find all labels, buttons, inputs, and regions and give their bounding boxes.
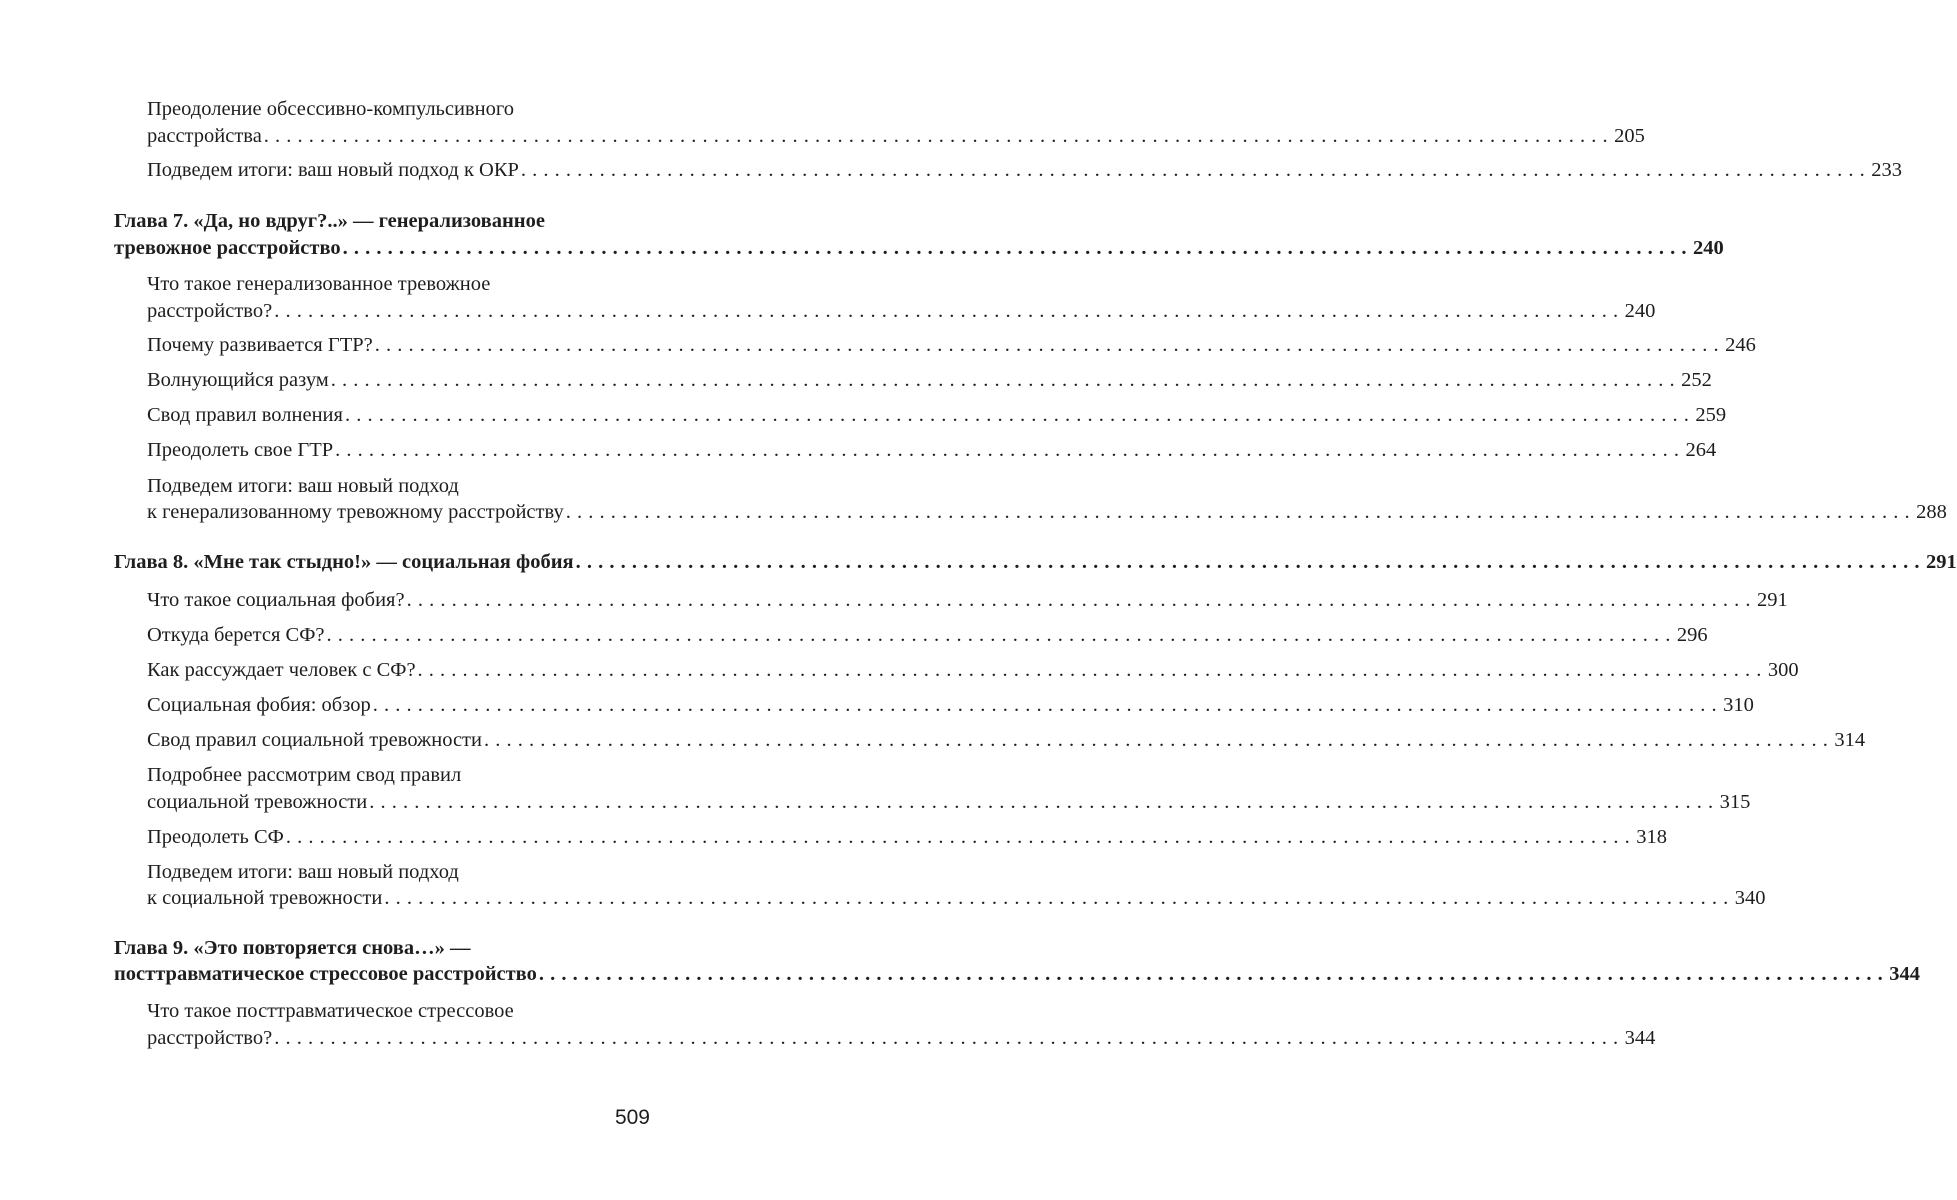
toc-entry-line: Преодоление обсессивно-компульсивного — [147, 98, 515, 120]
toc-section-entry[interactable] — [147, 623, 1708, 647]
toc-entry-title: Волнующийся разум — [147, 369, 329, 391]
toc-page-number: 252 — [1681, 369, 1712, 391]
dot-leader: . . . . . . . . . . . . . . . . . . . . . . . . . . . . . . . . . . . . . . . . . . . . . . . . . . . . . . . . . . . . . . . . . . . . . . . . . . . . . . . . . . . . . . . . . . . . . . . . . . . . . . . . . . . . . . . . . . . . . . . . — [335, 439, 1680, 461]
dot-leader: . . . . . . . . . . . . . . . . . . . . . . . . . . . . . . . . . . . . . . . . . . . . . . . . . . . . . . . . . . . . . . . . . . . . . . . . . . . . . . . . . . . . . . . . . . . . . . . . . . . . . . . . . . . . . . . . . . . . . . . . — [344, 404, 1690, 426]
dot-leader: . . . . . . . . . . . . . . . . . . . . . . . . . . . . . . . . . . . . . . . . . . . . . . . . . . . . . . . . . . . . . . . . . . . . . . . . . . . . . . . . . . . . . . . . . . . . . . . . . . . . . . . . . . . . . . . . . . . . . . . . — [575, 551, 1920, 573]
toc-entry-title: Почему развивается ГТР? — [147, 334, 373, 356]
toc-chapter-entry[interactable] — [114, 962, 1920, 986]
toc-chapter-entry[interactable] — [114, 550, 1957, 574]
toc-entry-title: Социальная фобия: обзор — [147, 694, 371, 716]
toc-page-number: 318 — [1636, 826, 1667, 848]
toc-entry-line: Подведем итоги: ваш новый подход — [147, 861, 459, 883]
toc-entry-line: Подведем итоги: ваш новый подход — [147, 475, 459, 497]
toc-entry-title: Как рассуждает человек с СФ? — [147, 659, 416, 681]
dot-leader: . . . . . . . . . . . . . . . . . . . . . . . . . . . . . . . . . . . . . . . . . . . . . . . . . . . . . . . . . . . . . . . . . . . . . . . . . . . . . . . . . . . . . . . . . . . . . . . . . . . . . . . . . . . . . . . . . . . . . . . . — [330, 369, 1676, 391]
toc-page-number: 296 — [1676, 624, 1708, 646]
dot-leader: . . . . . . . . . . . . . . . . . . . . . . . . . . . . . . . . . . . . . . . . . . . . . . . . . . . . . . . . . . . . . . . . . . . . . . . . . . . . . . . . . . . . . . . . . . . . . . . . . . . . . . . . . . . . . . . . . . . . . . . . — [274, 1027, 1619, 1049]
toc-entry-title: к социальной тревожности — [147, 887, 383, 909]
toc-page-number: 233 — [1871, 159, 1903, 181]
dot-leader: . . . . . . . . . . . . . . . . . . . . . . . . . . . . . . . . . . . . . . . . . . . . . . . . . . . . . . . . . . . . . . . . . . . . . . . . . . . . . . . . . . . . . . . . . . . . . . . . . . . . . . . . . . . . . . . . . . . . . . . . — [483, 729, 1829, 751]
toc-page-number: 264 — [1685, 439, 1717, 461]
toc-entry-title: Преодолеть СФ — [147, 826, 284, 848]
toc-page-number: 344 — [1624, 1027, 1656, 1049]
toc-entry-line: Глава 9. «Это повторяется снова…» — — [114, 937, 471, 959]
dot-leader: . . . . . . . . . . . . . . . . . . . . . . . . . . . . . . . . . . . . . . . . . . . . . . . . . . . . . . . . . . . . . . . . . . . . . . . . . . . . . . . . . . . . . . . . . . . . . . . . . . . . . . . . . . . . . . . . . . . . . . . . — [374, 334, 1720, 356]
dot-leader: . . . . . . . . . . . . . . . . . . . . . . . . . . . . . . . . . . . . . . . . . . . . . . . . . . . . . . . . . . . . . . . . . . . . . . . . . . . . . . . . . . . . . . . . . . . . . . . . . . . . . . . . . . . . . . . . . . . . . . . . — [406, 589, 1751, 611]
toc-section-entry[interactable] — [147, 500, 1947, 524]
toc-page-number: 259 — [1695, 404, 1727, 426]
toc-entry-title: расстройство? — [147, 1027, 273, 1049]
toc-entry-title: Откуда берется СФ? — [147, 624, 325, 646]
toc-page-number: 344 — [1889, 963, 1920, 985]
dot-leader: . . . . . . . . . . . . . . . . . . . . . . . . . . . . . . . . . . . . . . . . . . . . . . . . . . . . . . . . . . . . . . . . . . . . . . . . . . . . . . . . . . . . . . . . . . . . . . . . . . . . . . . . . . . . . . . . . . . . . . . . — [326, 624, 1671, 646]
dot-leader: . . . . . . . . . . . . . . . . . . . . . . . . . . . . . . . . . . . . . . . . . . . . . . . . . . . . . . . . . . . . . . . . . . . . . . . . . . . . . . . . . . . . . . . . . . . . . . . . . . . . . . . . . . . . . . . . . . . . . . . . — [372, 694, 1718, 716]
toc-page-number: 315 — [1719, 791, 1751, 813]
dot-leader: . . . . . . . . . . . . . . . . . . . . . . . . . . . . . . . . . . . . . . . . . . . . . . . . . . . . . . . . . . . . . . . . . . . . . . . . . . . . . . . . . . . . . . . . . . . . . . . . . . . . . . . . . . . . . . . . . . . . . . . . — [342, 237, 1687, 259]
toc-entry-line: Подробнее рассмотрим свод правил — [147, 764, 462, 786]
toc-section-entry[interactable] — [147, 403, 1727, 427]
toc-entry-title: расстройства — [147, 125, 262, 147]
toc-section-entry[interactable] — [147, 658, 1799, 682]
toc-entry-line: Глава 7. «Да, но вдруг?..» — генерализованное — [114, 210, 545, 232]
toc-entry-title: расстройство? — [147, 300, 273, 322]
toc-section-entry[interactable] — [147, 333, 1756, 357]
toc-section-entry[interactable] — [147, 588, 1788, 612]
toc-section-entry[interactable] — [147, 299, 1656, 323]
toc-entry-title: Свод правил социальной тревожности — [147, 729, 482, 751]
toc-page-number: 205 — [1614, 125, 1645, 147]
dot-leader: . . . . . . . . . . . . . . . . . . . . . . . . . . . . . . . . . . . . . . . . . . . . . . . . . . . . . . . . . . . . . . . . . . . . . . . . . . . . . . . . . . . . . . . . . . . . . . . . . . . . . . . . . . . . . . . . . . . . . . . . — [274, 300, 1619, 322]
toc-entry-title: к генерализованному тревожному расстройству — [147, 501, 564, 523]
toc-page-number: 246 — [1725, 334, 1756, 356]
toc-entry-title: социальной тревожности — [147, 791, 368, 813]
toc-page-number: 300 — [1767, 659, 1799, 681]
toc-chapter-entry[interactable] — [114, 236, 1724, 260]
dot-leader: . . . . . . . . . . . . . . . . . . . . . . . . . . . . . . . . . . . . . . . . . . . . . . . . . . . . . . . . . . . . . . . . . . . . . . . . . . . . . . . . . . . . . . . . . . . . . . . . . . . . . . . . . . . . . . . . . . . . . . . . — [285, 826, 1631, 848]
dot-leader: . . . . . . . . . . . . . . . . . . . . . . . . . . . . . . . . . . . . . . . . . . . . . . . . . . . . . . . . . . . . . . . . . . . . . . . . . . . . . . . . . . . . . . . . . . . . . . . . . . . . . . . . . . . . . . . . . . . . . . . . — [384, 887, 1729, 909]
toc-section-entry[interactable] — [147, 728, 1866, 752]
toc-entry-title: Глава 8. «Мне так стыдно!» — социальная фобия — [114, 551, 574, 573]
toc-entry-title: Преодолеть свое ГТР — [147, 439, 334, 461]
toc-section-entry[interactable] — [147, 790, 1751, 814]
toc-section-entry[interactable] — [147, 124, 1645, 148]
toc-page-number: 240 — [1624, 300, 1656, 322]
toc-entry-title: посттравматическое стрессовое расстройство — [114, 963, 537, 985]
toc-page-number: 340 — [1734, 887, 1766, 909]
toc-page-number: 288 — [1916, 501, 1947, 523]
dot-leader: . . . . . . . . . . . . . . . . . . . . . . . . . . . . . . . . . . . . . . . . . . . . . . . . . . . . . . . . . . . . . . . . . . . . . . . . . . . . . . . . . . . . . . . . . . . . . . . . . . . . . . . . . . . . . . . . . . . . . . . . — [565, 501, 1911, 523]
page-number: 509 — [614, 1106, 650, 1129]
toc-page-number: 291 — [1925, 551, 1957, 573]
toc-section-entry[interactable] — [147, 693, 1754, 717]
dot-leader: . . . . . . . . . . . . . . . . . . . . . . . . . . . . . . . . . . . . . . . . . . . . . . . . . . . . . . . . . . . . . . . . . . . . . . . . . . . . . . . . . . . . . . . . . . . . . . . . . . . . . . . . . . . . . . . . . . . . . . . . — [538, 963, 1884, 985]
toc-page-number: 240 — [1693, 237, 1724, 259]
toc-page-number: 310 — [1723, 694, 1754, 716]
toc-entry-title: Свод правил волнения — [147, 404, 343, 426]
dot-leader: . . . . . . . . . . . . . . . . . . . . . . . . . . . . . . . . . . . . . . . . . . . . . . . . . . . . . . . . . . . . . . . . . . . . . . . . . . . . . . . . . . . . . . . . . . . . . . . . . . . . . . . . . . . . . . . . . . . . . . . . — [417, 659, 1762, 681]
toc-section-entry[interactable] — [147, 886, 1766, 910]
dot-leader: . . . . . . . . . . . . . . . . . . . . . . . . . . . . . . . . . . . . . . . . . . . . . . . . . . . . . . . . . . . . . . . . . . . . . . . . . . . . . . . . . . . . . . . . . . . . . . . . . . . . . . . . . . . . . . . . . . . . . . . . — [520, 159, 1866, 181]
toc-section-entry[interactable] — [147, 368, 1712, 392]
toc-entry-title: Что такое социальная фобия? — [147, 589, 405, 611]
toc-section-entry[interactable] — [147, 825, 1667, 849]
toc-entry-line: Что такое генерализованное тревожное — [147, 273, 491, 295]
toc-entry-title: Подведем итоги: ваш новый подход к ОКР — [147, 159, 519, 181]
toc-page-number: 314 — [1834, 729, 1866, 751]
toc-section-entry[interactable] — [147, 158, 1903, 182]
toc-section-entry[interactable] — [147, 1026, 1656, 1050]
toc-entry-line: Что такое посттравматическое стрессовое — [147, 1000, 514, 1022]
dot-leader: . . . . . . . . . . . . . . . . . . . . . . . . . . . . . . . . . . . . . . . . . . . . . . . . . . . . . . . . . . . . . . . . . . . . . . . . . . . . . . . . . . . . . . . . . . . . . . . . . . . . . . . . . . . . . . . . . . . . . . . . — [369, 791, 1714, 813]
toc-section-entry[interactable] — [147, 438, 1717, 462]
toc-entry-title: тревожное расстройство — [114, 237, 341, 259]
dot-leader: . . . . . . . . . . . . . . . . . . . . . . . . . . . . . . . . . . . . . . . . . . . . . . . . . . . . . . . . . . . . . . . . . . . . . . . . . . . . . . . . . . . . . . . . . . . . . . . . . . . . . . . . . . . . . . . . . . . . . . . . — [263, 125, 1609, 147]
toc-page-number: 291 — [1756, 589, 1788, 611]
